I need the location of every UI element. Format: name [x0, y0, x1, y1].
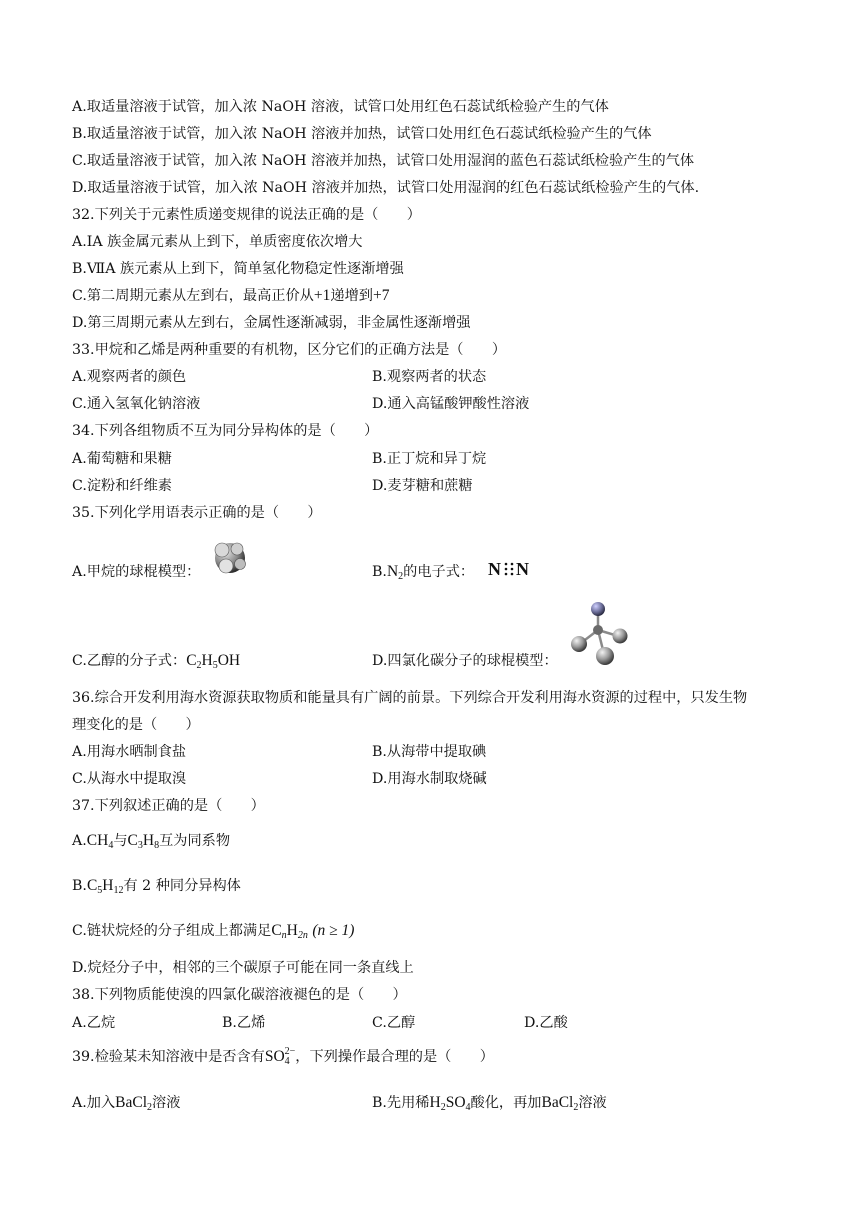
q37-option-a: $A.CH_4$与$C_3H_8$互为同系物 — [72, 832, 231, 851]
q38-option-d: D.乙酸 — [524, 1015, 568, 1031]
q37-a-text: 互为同系物 — [159, 833, 231, 849]
q31-option-a: A.取适量溶液于试管，加入浓 NaOH 溶液，试管口处用红色石蕊试纸检验产生的气体 — [72, 99, 609, 115]
q35-b-formula: $N_2$ — [386, 563, 404, 582]
q38-option-c: C.乙醇 — [372, 1015, 416, 1031]
q31-option-c: C.取适量溶液于试管，加入浓 NaOH 溶液并加热，试管口处用湿润的蓝色石蕊试纸检验产生的气体 — [72, 153, 695, 169]
q37-c-text: C.链状烷烃的分子组成上都满足 — [72, 923, 272, 939]
q35-option-a: A.甲烷的球棍模型： — [72, 564, 201, 580]
q39-ion-formula: SO 2− 4 — [264, 1046, 296, 1068]
q37-a-mid: 与 — [113, 833, 128, 849]
q39-b-acid-formula: $H_2SO_4$ — [429, 1094, 471, 1113]
q37-a-formula-2: $C_3H_8$ — [127, 832, 160, 851]
q35-b-label: B. — [372, 564, 387, 580]
q32-c-value-1: +1 — [313, 287, 331, 304]
q39-b-salt-formula: BaCl$_2$ — [541, 1094, 579, 1113]
q37-option-d: D.烷烃分子中，相邻的三个碳原子可能在同一条直线上 — [72, 960, 414, 976]
q38-option-b: B.乙烯 — [222, 1015, 266, 1031]
q37-option-c — [72, 921, 354, 941]
q36-stem-line-1: 36.综合开发利用海水资源获取物质和能量具有广阔的前景。下列综合开发利用海水资源的过程中，只发生物 — [72, 690, 748, 706]
q39-option-a: A.加入BaCl$_2$溶液 — [72, 1094, 181, 1113]
q36-stem-line-2: 理变化的是（ ） — [72, 717, 200, 733]
q37-b-text: 有 2 种同分异构体 — [123, 878, 241, 894]
q35-c-text: C.乙醇的分子式： — [72, 653, 187, 669]
q37-a-formula-1: $CH_4$ — [86, 832, 114, 851]
q37-option-b: $B.C_5H_{12}$有 2 种同分异构体 — [72, 877, 241, 896]
q33-option-b: B.观察两者的状态 — [372, 369, 487, 385]
q37-b-formula: $C_5H_{12}$ — [86, 877, 124, 896]
q33-option-d: D.通入高锰酸钾酸性溶液 — [372, 396, 530, 412]
q35-stem: 35.下列化学用语表示正确的是（ ） — [72, 505, 322, 521]
n2-atom-right: N — [516, 558, 530, 579]
q38-option-a: A.乙烷 — [72, 1015, 116, 1031]
triple-bond-dots-icon — [503, 561, 515, 577]
q34-option-d: D.麦芽糖和蔗糖 — [372, 478, 473, 494]
q35-b-text: 的电子式： — [403, 564, 475, 580]
q38-stem: 38.下列物质能使溴的四氯化碳溶液褪色的是（ ） — [72, 987, 407, 1003]
q34-option-c: C.淀粉和纤维素 — [72, 478, 172, 494]
q31-option-b: B.取适量溶液于试管，加入浓 NaOH 溶液并加热，试管口处用红色石蕊试纸检验产生的气体 — [72, 126, 652, 142]
q37-c-formula: $C_nH_{2n}$ — [271, 922, 308, 941]
q32-option-c — [72, 286, 389, 306]
q35-option-d: D.四氯化碳分子的球棍模型： — [372, 653, 558, 669]
q32-c-text: C.第二周期元素从左到右，最高正价从 — [72, 288, 314, 304]
q35-c-formula: $C_2H_5OH$ — [186, 652, 241, 671]
ccl4-ball-stick-model-image — [568, 600, 632, 668]
n2-atom-left: N — [488, 558, 502, 579]
q31-option-d: D.取适量溶液于试管，加入浓 NaOH 溶液并加热，试管口处用湿润的红色石蕊试纸检验产生的气体. — [72, 180, 700, 196]
q34-stem: 34.下列各组物质不互为同分异构体的是（ ） — [72, 423, 379, 439]
q34-option-a: A.葡萄糖和果糖 — [72, 451, 172, 467]
q32-c-mid: 递增到 — [330, 288, 373, 304]
q35-option-b — [372, 562, 474, 582]
q32-option-d: D.第三周期元素从左到右，金属性逐渐减弱，非金属性逐渐增强 — [72, 315, 471, 331]
q32-option-b: B.ⅦA 族元素从上到下，简单氢化物稳定性逐渐增强 — [72, 261, 404, 277]
q36-option-d: D.用海水制取烧碱 — [372, 771, 487, 787]
q33-stem: 33.甲烷和乙烯是两种重要的有机物，区分它们的正确方法是（ ） — [72, 342, 507, 358]
q32-stem: 32.下列关于元素性质递变规律的说法正确的是（ ） — [72, 207, 421, 223]
q32-option-a: A.ⅠA 族金属元素从上到下，单质密度依次增大 — [72, 234, 363, 250]
q39-a-formula: BaCl$_2$ — [115, 1094, 153, 1113]
q33-option-c: C.通入氢氧化钠溶液 — [72, 396, 201, 412]
q37-c-condition: (n ≥ 1) — [312, 922, 355, 939]
n2-electron-formula — [488, 557, 530, 581]
q34-option-b: B.正丁烷和异丁烷 — [372, 451, 487, 467]
q32-c-value-2: +7 — [372, 287, 390, 304]
q39-stem: 39.检验某未知溶液中是否含有SO 2− 4 ，下列操作最合理的是（ ） — [72, 1046, 494, 1068]
q36-option-a: A.用海水晒制食盐 — [72, 744, 187, 760]
q37-stem: 37.下列叙述正确的是（ ） — [72, 798, 265, 814]
q33-option-a: A.观察两者的颜色 — [72, 369, 187, 385]
q39-option-b: B.先用稀$H_2SO_4$酸化，再加BaCl$_2$溶液 — [372, 1094, 607, 1113]
q35-option-c — [72, 651, 240, 671]
q36-option-c: C.从海水中提取溴 — [72, 771, 187, 787]
q36-option-b: B.从海带中提取碘 — [372, 744, 487, 760]
methane-ball-stick-model-image — [206, 536, 254, 578]
